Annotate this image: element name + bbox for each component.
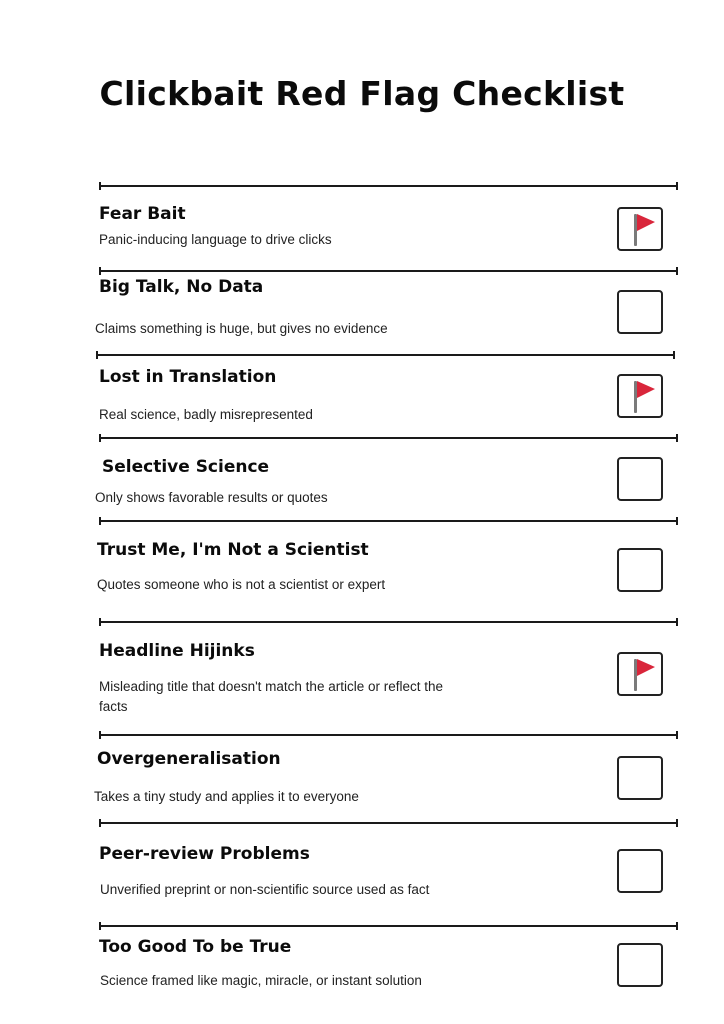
item-title: Selective Science — [102, 457, 270, 477]
red-flag-icon — [619, 376, 661, 416]
flag-cloth — [637, 214, 655, 231]
item-description: Only shows favorable results or quotes — [95, 490, 328, 505]
checkbox[interactable] — [617, 652, 663, 696]
item-description: Misleading title that doesn't match the article or reflect the facts — [99, 679, 443, 714]
red-flag-icon — [619, 209, 661, 249]
divider — [96, 354, 675, 356]
flag-pole — [634, 381, 637, 413]
checkbox[interactable] — [617, 207, 663, 251]
item-description: Real science, badly misrepresented — [99, 407, 313, 422]
item-title: Overgeneralisation — [97, 749, 281, 769]
item-description: Unverified preprint or non-scientific source used as fact — [100, 882, 430, 897]
item-title: Trust Me, I'm Not a Scientist — [97, 540, 369, 560]
checkbox[interactable] — [617, 290, 663, 334]
flag-cloth — [637, 659, 655, 676]
divider — [99, 185, 678, 187]
item-title: Too Good To be True — [99, 937, 292, 957]
flag-cloth — [637, 381, 655, 398]
item-title: Big Talk, No Data — [99, 277, 264, 297]
item-description: Panic-inducing language to drive clicks — [99, 232, 332, 247]
checkbox[interactable] — [617, 374, 663, 418]
item-title: Peer-review Problems — [99, 844, 310, 864]
item-description: Science framed like magic, miracle, or instant solution — [100, 973, 422, 988]
item-title: Fear Bait — [99, 204, 186, 224]
divider — [99, 270, 678, 272]
divider — [99, 437, 678, 439]
item-title: Headline Hijinks — [99, 641, 255, 661]
checkbox[interactable] — [617, 756, 663, 800]
checkbox[interactable] — [617, 849, 663, 893]
flag-pole — [634, 659, 637, 691]
page-title: Clickbait Red Flag Checklist — [99, 74, 625, 113]
divider — [99, 822, 678, 824]
checkbox[interactable] — [617, 943, 663, 987]
red-flag-icon — [619, 654, 661, 694]
flag-pole — [634, 214, 637, 246]
divider — [99, 621, 678, 623]
item-description: Quotes someone who is not a scientist or expert — [97, 577, 386, 592]
divider — [99, 520, 678, 522]
divider — [99, 925, 678, 927]
item-description: Takes a tiny study and applies it to everyone — [94, 789, 359, 804]
divider — [99, 734, 678, 736]
item-description: Claims something is huge, but gives no evidence — [95, 321, 388, 336]
item-title: Lost in Translation — [99, 367, 277, 387]
checkbox[interactable] — [617, 548, 663, 592]
checkbox[interactable] — [617, 457, 663, 501]
